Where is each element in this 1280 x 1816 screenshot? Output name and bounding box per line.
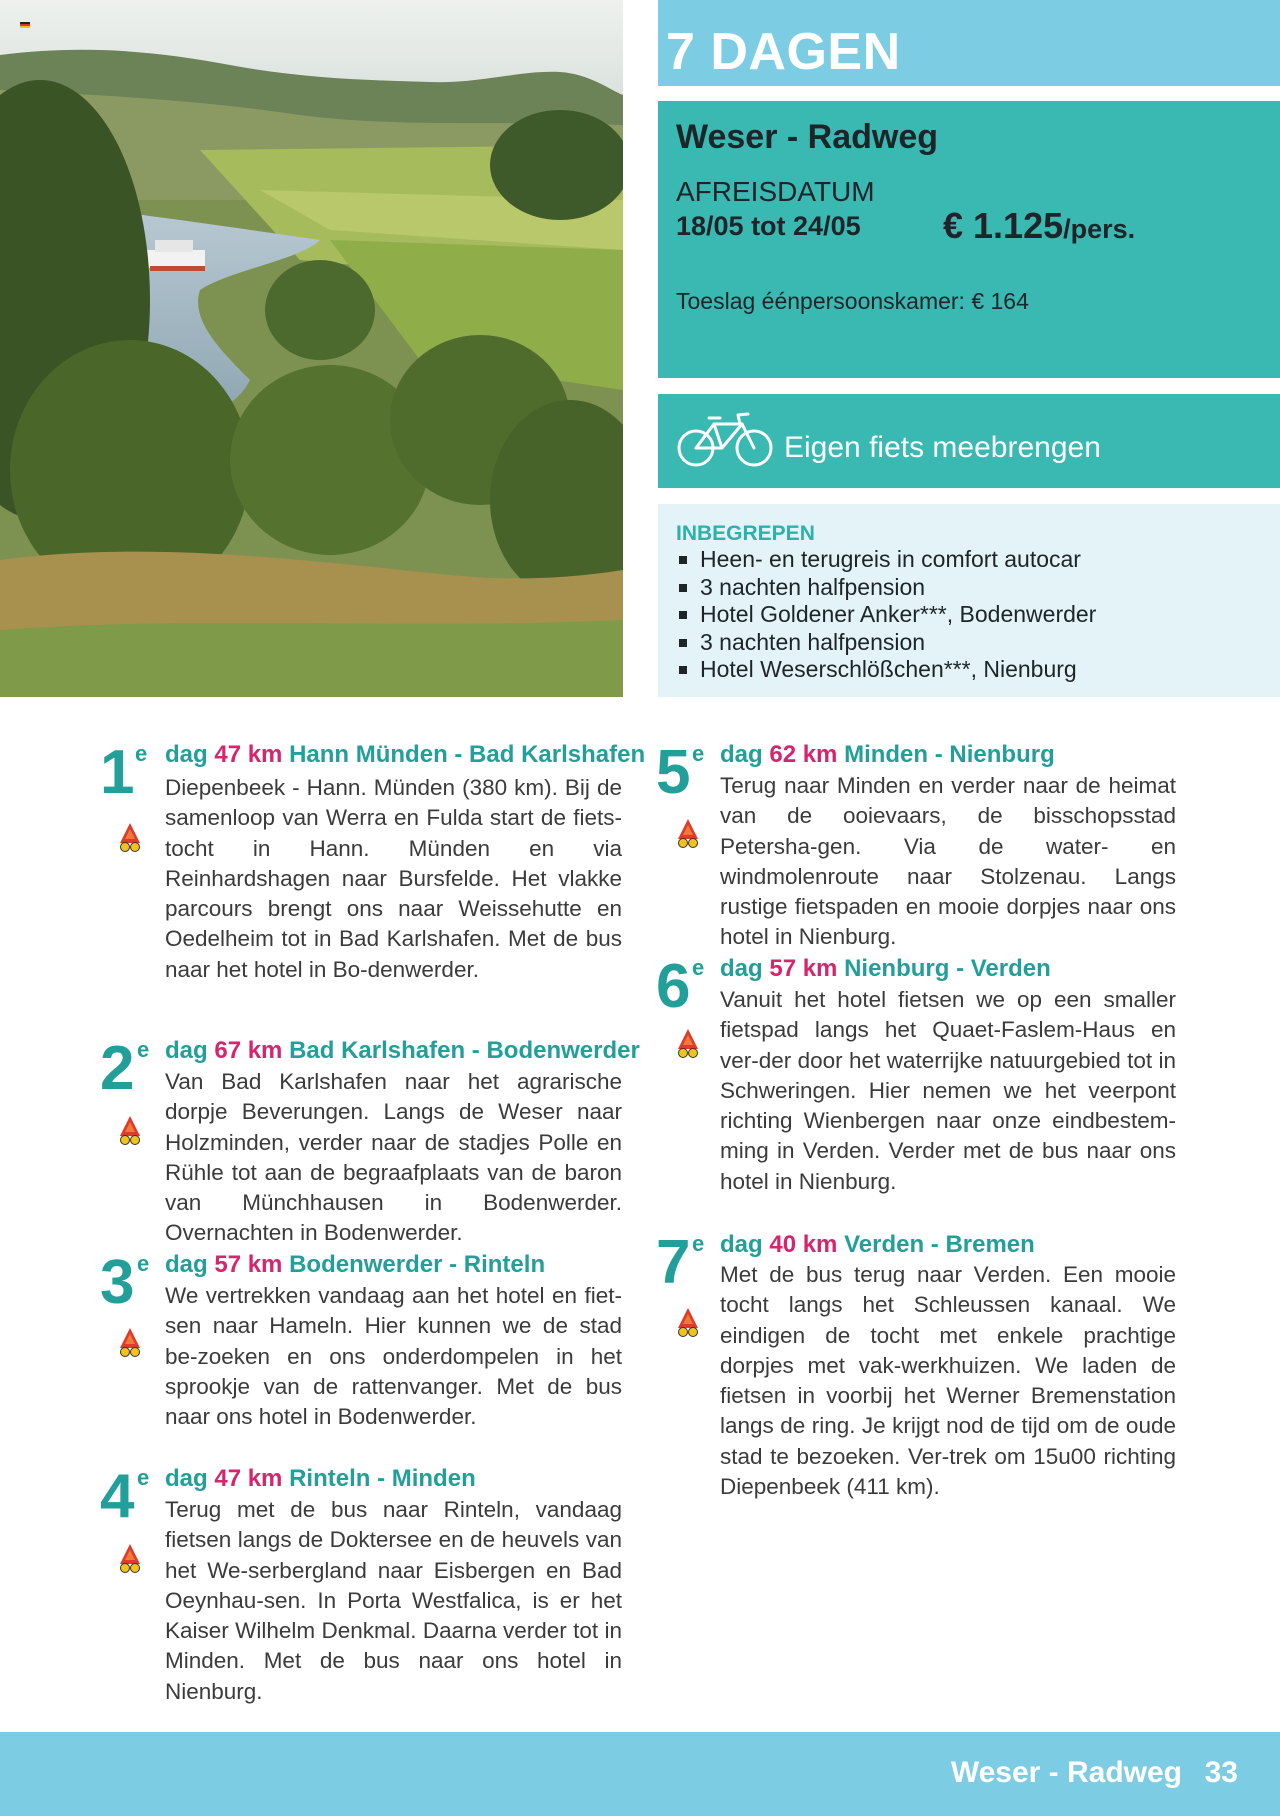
day-suffix: e (137, 1465, 150, 1490)
day-heading (165, 741, 645, 769)
day-description: We vertrekken vandaag aan het hotel en fiet-sen naar Hameln. Hier kunnen we de stad be-zoeken en ons onderdompelen in het sprookje van de rattenvanger. Met de bus naar ons hotel in Bodenwerder. (165, 1283, 622, 1430)
day-heading (720, 955, 1051, 983)
day-number: 2 (100, 1034, 135, 1103)
day-number: 4 (100, 1462, 135, 1531)
day-distance: 47 km (214, 1465, 283, 1492)
bicycle-icon (676, 410, 774, 468)
single-room-supplement: Toeslag éénpersoonskamer: € 164 (676, 288, 1029, 314)
route-marker-icon (675, 1027, 701, 1059)
day-route: Rinteln - Minden (289, 1465, 476, 1492)
route-marker-icon (675, 817, 701, 849)
day-description: Vanuit het hotel fietsen we op een smaller fietspad langs het Quaet-Faslem-Haus en ver-der door het waterrijke natuurgebied tot in Schweringen. Hier nemen we het veerpont richting Wienbergen naar onze eindbestem-ming in Verden. Verder met de bus naar ons hotel in Nienburg. (720, 987, 1176, 1194)
day-number: 3 (100, 1248, 135, 1317)
day-number: 5 (656, 738, 691, 807)
day-number: 7 (656, 1228, 691, 1297)
route-marker-icon (117, 1326, 143, 1358)
own-bike-box (658, 394, 1280, 488)
day-label: dag (720, 1231, 763, 1258)
departure-dates: 18/05 tot 24/05 (676, 211, 861, 241)
route-marker-icon (117, 1542, 143, 1574)
landscape-illustration (0, 0, 623, 697)
day-label: dag (165, 1465, 208, 1492)
duration-title: 7 DAGEN (666, 23, 901, 81)
day-route: Bodenwerder - Rinteln (289, 1251, 546, 1278)
day-route: Verden - Bremen (844, 1231, 1035, 1258)
day-distance: 47 km (214, 741, 283, 768)
route-marker-icon (117, 821, 143, 853)
day-description: Met de bus terug naar Verden. Een mooie tocht langs het Schleussen kanaal. We eindigen de tocht met enkele prachtige dorpjes met vak-werkhuizen. We laden de fietsen in voorbij het Werner Bremenstation langs de ring. Je krijgt nod de tijd om de oude stad te bezoeken. Ver-trek om 15u00 richting Diepenbeek (411 km). (720, 1262, 1176, 1500)
day-heading (165, 1465, 476, 1493)
day-suffix: e (137, 1037, 150, 1062)
included-item: Heen- en terugreis in comfort autocar (676, 546, 1096, 574)
day-distance: 57 km (214, 1251, 283, 1278)
day-route: Hann Münden - Bad Karlshafen (289, 741, 646, 768)
day-distance: 62 km (769, 741, 838, 768)
route-marker-icon (117, 1114, 143, 1146)
day-suffix: e (692, 955, 705, 980)
own-bike-text: Eigen fiets meebrengen (784, 431, 1101, 464)
day-distance: 57 km (769, 955, 838, 982)
day-suffix: e (692, 741, 705, 766)
included-item: 3 nachten halfpension (676, 574, 1096, 602)
day-description: Van Bad Karlshafen naar het agrarische dorpje Beverungen. Langs de Weser naar Holzminden, verder naar de stadjes Polle en Rühle tot aan de begraafplaats van de baron van Münchhausen in Bodenwerder. Overnachten in Bodenwerder. (165, 1069, 622, 1246)
page-number: 33 (1204, 1756, 1238, 1789)
day-route: Bad Karlshafen - Bodenwerder (289, 1037, 640, 1064)
day-suffix: e (692, 1231, 705, 1256)
price (943, 205, 1135, 247)
day-number: 6 (656, 952, 691, 1021)
day-description: Terug met de bus naar Rinteln, vandaag fietsen langs de Doktersee en de heuvels van het We-serbergland naar Eisbergen en Bad Oeynhau-sen. In Porta Westfalica, is er het Kaiser Wilhelm Denkmal. Daarna verder tot in Minden. Met de bus naar ons hotel in Nienburg. (165, 1497, 622, 1704)
included-item: 3 nachten halfpension (676, 629, 1096, 657)
day-distance: 40 km (769, 1231, 838, 1258)
river-landscape-photo (0, 0, 623, 697)
day-label: dag (720, 741, 763, 768)
included-item: Hotel Goldener Anker***, Bodenwerder (676, 601, 1096, 629)
tour-info-box (658, 101, 1280, 378)
day-heading (165, 1251, 545, 1279)
duration-banner (658, 0, 1280, 86)
price-amount: € 1.125 (943, 205, 1064, 246)
tour-name: Weser - Radweg (676, 118, 939, 156)
included-list (676, 546, 1096, 684)
day-heading (165, 1037, 640, 1065)
departure-label: AFREISDATUM (676, 176, 875, 207)
footer-title: Weser - Radweg (950, 1756, 1182, 1789)
day-label: dag (165, 1251, 208, 1278)
day-route: Minden - Nienburg (844, 741, 1055, 768)
day-heading (720, 741, 1055, 769)
day-suffix: e (135, 741, 148, 766)
day-suffix: e (137, 1251, 150, 1276)
day-heading (720, 1231, 1035, 1259)
day-description: Terug naar Minden en verder naar de heimat van de ooievaars, de bisschopsstad Petersha-gen. Via de water- en windmolenroute naar Stolzenau. Langs rustige fietspaden en mooie dorpjes naar ons hotel in Nienburg. (720, 773, 1176, 950)
included-title: INBEGREPEN (676, 522, 815, 545)
route-marker-icon (675, 1306, 701, 1338)
page-footer (0, 1732, 1280, 1816)
included-box (658, 504, 1280, 697)
day-number: 1 (100, 738, 135, 807)
price-unit: /pers. (1063, 214, 1136, 244)
day-label: dag (720, 955, 763, 982)
day-label: dag (165, 741, 208, 768)
day-route: Nienburg - Verden (844, 955, 1051, 982)
day-distance: 67 km (214, 1037, 283, 1064)
day-description: Diepenbeek - Hann. Münden (380 km). Bij de samenloop van Werra en Fulda start de fiets-tocht in Hann. Münden en via Reinhardshagen naar Bursfelde. Het vlakke parcours brengt ons naar Weissehutte en Oedelheim tot in Bad Karlshafen. Met de bus naar het hotel in Bo-denwerder. (165, 775, 622, 982)
flag-icon (20, 22, 30, 28)
included-item: Hotel Weserschlößchen***, Nienburg (676, 656, 1096, 684)
day-label: dag (165, 1037, 208, 1064)
